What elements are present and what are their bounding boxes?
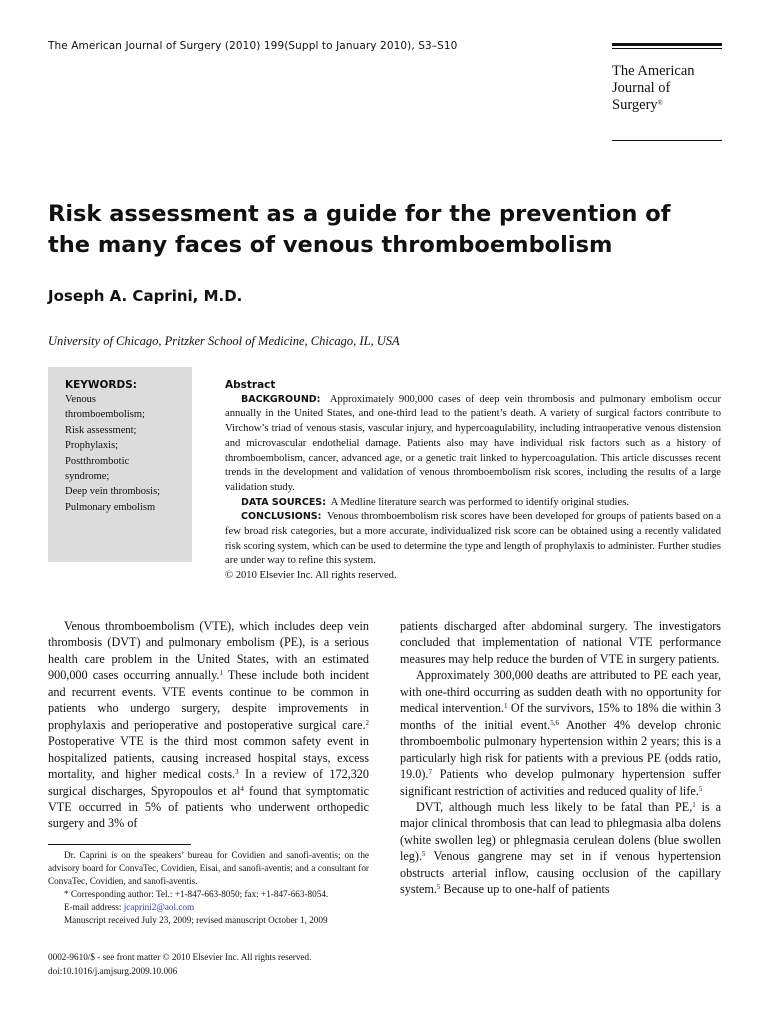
manuscript-dates: Manuscript received July 23, 2009; revised manuscript October 1, 2009 <box>64 915 328 925</box>
body-paragraph: patients discharged after abdominal surgery. The investigators concluded that implementation of national VTE performance measures may help reduce the burden of VTE in surgery patients. <box>400 619 721 666</box>
abstract-copyright: © 2010 Elsevier Inc. All rights reserved. <box>225 570 397 582</box>
background-label: BACKGROUND: <box>241 393 321 405</box>
publication-info <box>48 950 311 978</box>
body-paragraph: Venous thromboembolism (VTE), which includes deep vein thrombosis (DVT) and pulmonary embolism (PE), is a serious health care problem in the United States, with an estimated 900,000 cases occurring annually.$^1$ These include both incident and recurrent events. VTE events continue to be common in patients who undergo surgery, despite improvements in prophylaxis and perioperative and postoperative surgical care.$^2$ Postoperative VTE is the third most common safety event in hospitalized patients, causing increased hospital stays, excess mortality, and higher medical costs.$^3$ In a review of 172,320 surgical discharges, Spyropoulos et $al^4$ found that symptomatic VTE occurred in 5% of patients who underwent orthopedic surgery and 3% of <box>48 619 369 831</box>
body-column-left <box>48 618 369 832</box>
logo-rule-thick <box>612 43 722 46</box>
keywords-box <box>48 367 192 562</box>
data-sources-text: A Medline literature search was performed to identify original studies. <box>330 496 629 508</box>
citation-ref[interactable]: 5,6 <box>550 718 559 727</box>
citation-ref[interactable]: 1 <box>503 702 508 711</box>
body-paragraph: DVT, although much less likely to be fatal than PE,$^1$ is a major clinical thrombosis that can lead to phlegmasia alba dolens (white swollen leg) or phlegmasia cerulean dolens (blue swollen leg).$^5$ Venous gangrene may set in if venous hypertension obstructs arterial inflow, causing occlusion of the capillary system.$^5$ Because up to one-half of patients <box>400 799 721 897</box>
journal-logo <box>612 43 722 141</box>
logo-rule-bottom <box>612 140 722 141</box>
journal-name-line2: Journal of Surgery® <box>612 80 671 113</box>
journal-name-line1: The American <box>612 63 695 79</box>
abstract-background <box>225 393 721 496</box>
keyword-item: Postthrombotic <box>65 455 130 467</box>
issn-line: 0002-9610/$ - see front matter © 2010 Elsevier Inc. All rights reserved. <box>48 952 312 962</box>
email-line: E-mail address: jcaprini2@aol.com <box>64 902 195 912</box>
footnote-rule <box>48 844 191 845</box>
citation-ref[interactable]: 2 <box>365 718 369 727</box>
abstract-conclusions <box>225 510 721 569</box>
article-author: Joseph A. Caprini, M.D. <box>48 287 243 305</box>
conclusions-label: CONCLUSIONS: <box>241 511 322 523</box>
keyword-item: Prophylaxis; <box>65 440 119 452</box>
logo-rule-thin <box>612 48 722 49</box>
footnotes <box>48 849 369 927</box>
abstract-data-sources <box>225 496 721 511</box>
citation-ref[interactable]: 5 <box>698 784 703 793</box>
citation-ref[interactable]: 5 <box>436 883 441 892</box>
background-text: Approximately 900,000 cases of deep vein thrombosis and pulmonary embolism occur annually in the United States, and one-third lead to the patient’s death. A variety of surgical factors contribute to Virchow’s triad of venous stasis, vascular injury, and hypercoagulability, including intraoperative venous distension and microvascular endothelial damage. Patients also may have individual risk factors such as a history of thromboembolism, cancer, advanced age, or a genetic trait linked to hypercoagulation. This article discusses recent trends in the development and validation of venous thromboembolism risk scores, including the results of a large validation study. <box>225 393 721 493</box>
email-link[interactable]: jcaprini2@aol.com <box>123 902 195 912</box>
data-sources-label: DATA SOURCES: <box>241 496 326 508</box>
keyword-item: Venous <box>65 394 96 405</box>
running-head: The American Journal of Surgery (2010) 199(Suppl to January 2010), S3–S10 <box>48 40 458 52</box>
citation-ref[interactable]: 7 <box>428 768 432 777</box>
doi-line[interactable]: doi:10.1016/j.amjsurg.2009.10.006 <box>48 966 178 976</box>
body-paragraph: Approximately 300,000 deaths are attributed to PE each year, with one-third occurring as sudden death with no opportunity for medical intervention.$^1$ Of the survivors, 15% to 18% die within 3 months of the initial event.$^{5,6}$ Another 4% develop chronic thromboembolic pulmonary hypertension within 2 years; this is a particularly high risk for patients with a previous PE (odds ratio, 19.0).$^7$ Patients who develop pulmonary hypertension suffer significant restriction of activities and reduced quality of life.$^5$ <box>400 668 721 798</box>
author-affiliation: University of Chicago, Pritzker School of Medicine, Chicago, IL, USA <box>48 334 400 348</box>
citation-ref[interactable]: 5 <box>422 850 426 859</box>
abstract <box>225 378 721 584</box>
citation-ref[interactable]: 1 <box>219 669 223 678</box>
body-column-right <box>400 618 721 898</box>
keyword-item: Deep vein thrombosis; <box>65 486 161 498</box>
corresponding-author: * Corresponding author: Tel.: +1-847-663-8050; fax: +1-847-663-8054. <box>64 889 329 899</box>
conclusions-text: Venous thromboembolism risk scores have been developed for groups of patients based on a few broad risk categories, but a more accurate, individualized risk score can be obtained using a recently validated risk scoring system, which can be used to determine the type and length of prophylaxis to administer. Further studies are under way to refine this system. <box>225 511 721 567</box>
disclosure-footnote: Dr. Caprini is on the speakers’ bureau for Covidien and sanofi-aventis; on the advisory board for ConvaTec, Covidien, Eisai, and sanofi-aventis; and a consultant for ConvaTec, Covidien, and sanofi-aventis. <box>48 850 369 886</box>
keyword-item: Risk assessment; <box>65 424 137 436</box>
citation-ref[interactable]: 4 <box>240 784 244 793</box>
keyword-item: syndrome; <box>65 471 110 483</box>
keyword-item: thromboembolism; <box>65 409 145 421</box>
keywords-heading: KEYWORDS: <box>65 379 137 391</box>
citation-ref[interactable]: 3 <box>235 768 239 777</box>
journal-name <box>612 63 722 114</box>
keywords-list <box>65 392 192 515</box>
abstract-heading: Abstract <box>225 379 276 391</box>
citation-ref[interactable]: 1 <box>692 800 696 809</box>
keyword-item: Pulmonary embolism <box>65 501 156 513</box>
article-title: Risk assessment as a guide for the prevention of the many faces of venous thromboembolism <box>48 201 671 258</box>
